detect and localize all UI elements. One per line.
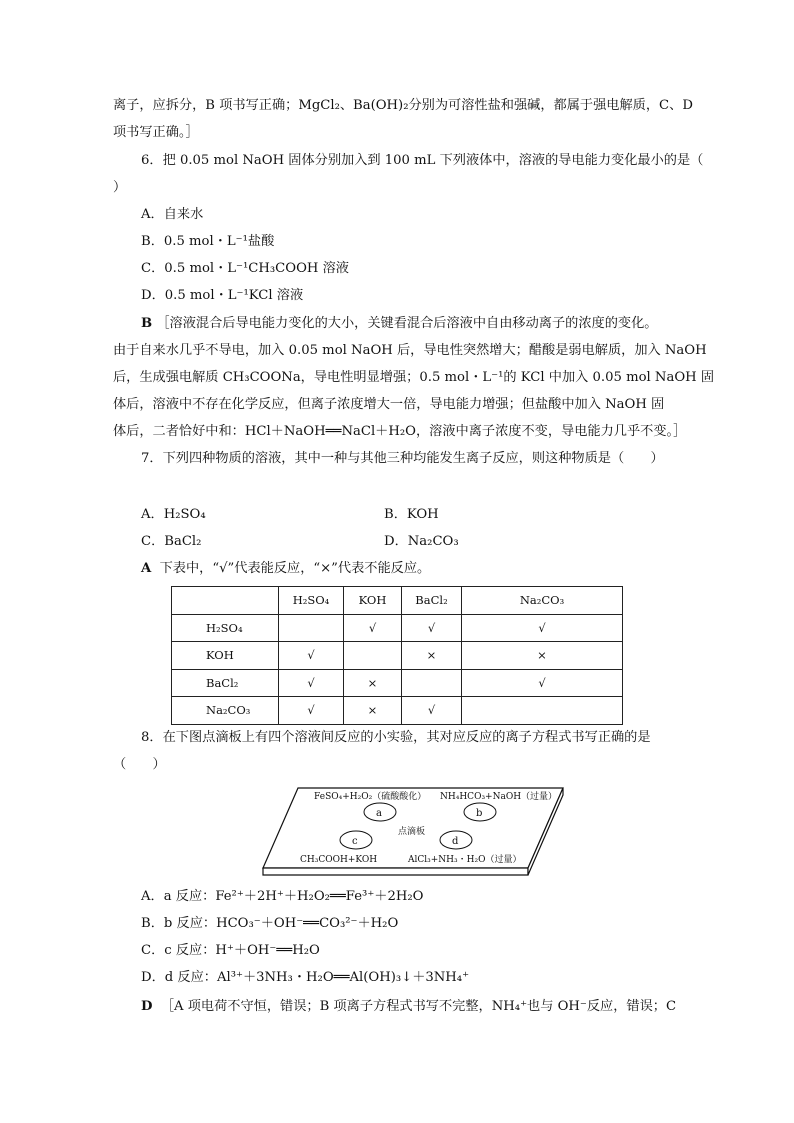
table-cell: √ — [344, 614, 402, 642]
table-cell — [462, 697, 623, 725]
table-cell: √ — [402, 697, 462, 725]
q7-option-d: D．Na₂CO₃ — [384, 534, 459, 549]
prev-answer-line-2: 项书写正确。］ — [113, 125, 199, 140]
q8-option-c: C．c 反应：H⁺＋OH⁻══H₂O — [141, 943, 320, 958]
q8-explanation: ［A 项电荷不守恒，错误；B 项离子方程式书写不完整，NH₄⁺也与 OH⁻反应，错误；C — [160, 999, 677, 1014]
q6-answer-line-1 — [141, 315, 657, 333]
q8-option-d: D．d 反应：Al³⁺＋3NH₃・H₂O══Al(OH)₃↓＋3NH₄⁺ — [141, 970, 470, 985]
table-row — [172, 697, 623, 725]
q6-option-a: A．自来水 — [141, 207, 204, 222]
q6-option-c: C．0.5 mol・L⁻¹CH₃COOH 溶液 — [141, 261, 349, 276]
q8-option-b: B．b 反应：HCO₃⁻＋OH⁻══CO₃²⁻＋H₂O — [141, 916, 399, 931]
q8-option-a: A．a 反应：Fe²⁺＋2H⁺＋H₂O₂══Fe³⁺＋2H₂O — [141, 889, 424, 904]
table-cell: √ — [402, 614, 462, 642]
spot-plate-figure — [258, 780, 568, 880]
q6-option-b: B．0.5 mol・L⁻¹盐酸 — [141, 234, 275, 249]
q6-option-d: D．0.5 mol・L⁻¹KCl 溶液 — [141, 288, 304, 303]
q6-explanation-3: 后，生成强电解质 CH₃COONa，导电性明显增强；0.5 mol・L⁻¹的 KCl 中加入 0.05 mol NaOH 固 — [113, 370, 715, 385]
q7-stem: 7．下列四种物质的溶液，其中一种与其他三种均能发生离子反应，则这种物质是（ ） — [141, 451, 664, 466]
well-c-label: c — [352, 836, 358, 847]
q6-explanation-5: 体后，二者恰好中和：HCl＋NaOH══NaCl＋H₂O，溶液中离子浓度不变，导电能力几乎不变。］ — [113, 424, 687, 439]
well-b-label: b — [476, 808, 483, 819]
q6-explanation-1: ［溶液混合后导电能力变化的大小，关键看混合后溶液中自由移动离子的浓度的变化。 — [156, 316, 658, 331]
well-a-label: a — [376, 808, 382, 819]
table-cell: × — [344, 669, 402, 697]
table-cell: √ — [279, 697, 344, 725]
label-reaction-c: CH₃COOH+KOH — [300, 855, 378, 865]
q6-explanation-4: 体后，溶液中不存在化学反应，但离子浓度增大一倍，导电能力增强；但盐酸中加入 NaOH 固 — [113, 397, 665, 412]
spot-plate-svg — [258, 780, 568, 880]
table-header-cell: KOH — [344, 587, 402, 615]
table-cell: √ — [462, 669, 623, 697]
reaction-table — [171, 586, 623, 725]
table-row — [172, 614, 623, 642]
q6-explanation-2: 由于自来水几乎不导电，加入 0.05 mol NaOH 后，导电性突然增大；醋酸是弱电解质，加入 NaOH — [113, 343, 707, 358]
table-cell: √ — [462, 614, 623, 642]
table-cell: × — [462, 642, 623, 670]
q6-answer-letter: B — [141, 316, 153, 331]
label-reaction-a: FeSO₄+H₂O₂（硫酸酸化） — [314, 792, 427, 802]
table-cell — [402, 669, 462, 697]
table-header-cell: H₂SO₄ — [279, 587, 344, 615]
q7-answer-letter: A — [141, 561, 152, 576]
q7-answer-line — [141, 560, 430, 578]
table-row-header: H₂SO₄ — [172, 614, 279, 642]
table-cell — [279, 614, 344, 642]
well-d-label: d — [452, 836, 459, 847]
table-row — [172, 642, 623, 670]
table-cell: × — [344, 697, 402, 725]
q8-answer-line — [141, 998, 676, 1016]
table-cell: √ — [279, 669, 344, 697]
plate-front-edge — [263, 868, 528, 875]
table-cell — [344, 642, 402, 670]
table-header-row — [172, 587, 623, 615]
q8-answer-letter: D — [141, 999, 153, 1014]
table-row-header: KOH — [172, 642, 279, 670]
q7-option-c: C．BaCl₂ — [141, 534, 202, 549]
q7-option-b: B．KOH — [384, 507, 439, 522]
table-row-header: BaCl₂ — [172, 669, 279, 697]
table-cell: × — [402, 642, 462, 670]
prev-answer-line-1: 离子，应拆分，B 项书写正确；MgCl₂、Ba(OH)₂分别为可溶性盐和强碱，都属于强电解质，C、D — [113, 98, 693, 113]
table-header-cell: Na₂CO₃ — [462, 587, 623, 615]
label-reaction-b: NH₄HCO₃+NaOH（过量） — [440, 792, 558, 802]
q6-stem-line-2: ） — [113, 180, 127, 195]
table-row — [172, 669, 623, 697]
q8-stem-line-2: （ ） — [113, 757, 166, 772]
q7-answer-text: 下表中，“√”代表能反应，“×”代表不能反应。 — [159, 561, 431, 576]
label-reaction-d: AlCl₃+NH₃・H₂O（过量） — [408, 855, 522, 865]
table-header-cell — [172, 587, 279, 615]
table-header-cell: BaCl₂ — [402, 587, 462, 615]
q7-option-a: A．H₂SO₄ — [141, 507, 206, 522]
q8-stem-line-1: 8．在下图点滴板上有四个溶液间反应的小实验，其对应反应的离子方程式书写正确的是 — [141, 730, 651, 745]
table-cell: √ — [279, 642, 344, 670]
label-plate-name: 点滴板 — [398, 827, 426, 837]
q6-stem-line-1: 6．把 0.05 mol NaOH 固体分别加入到 100 mL 下列液体中，溶液的导电能力变化最小的是（ — [141, 153, 704, 168]
table-row-header: Na₂CO₃ — [172, 697, 279, 725]
